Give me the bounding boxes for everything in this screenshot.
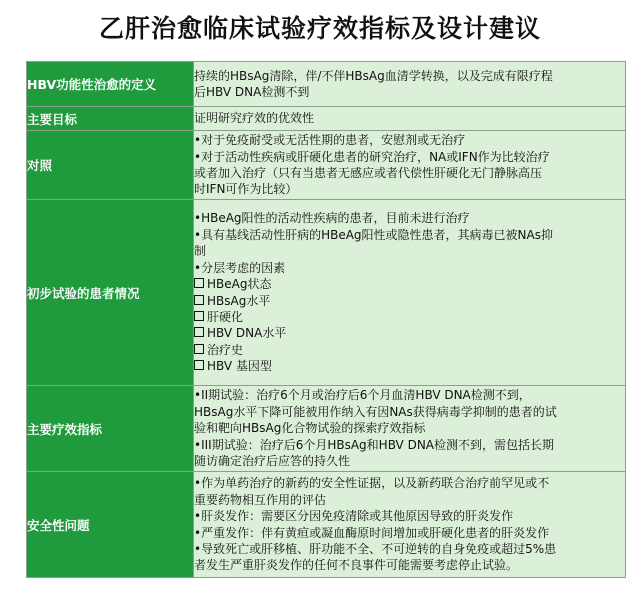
text-line: 制 (194, 244, 207, 259)
text-line: 时IFN可作为比较） (194, 182, 298, 197)
row-label: 安全性问题 (27, 472, 194, 578)
text-line: •对于免疫耐受或无活性期的患者，安慰剂或无治疗 (194, 133, 466, 148)
row-label: 初步试验的患者情况 (27, 200, 194, 386)
text-line: 者发生严重肝炎发作的任何不良事件可能需要考虑停止试验。 (194, 558, 519, 573)
text-line: 证明研究疗效的优效性 (194, 111, 315, 126)
text-line: •HBeAg阳性的活动性疾病的患者，目前未进行治疗 (194, 211, 470, 226)
text-line: •肝炎发作：需要区分因免疫清除或其他原因导致的肝炎发作 (194, 509, 514, 524)
table-row (27, 386, 626, 472)
text-line: •对于活动性疾病或肝硬化患者的研究治疗，NA或IFN作为比较治疗 (194, 149, 550, 164)
checklist-item (194, 342, 625, 358)
checkbox-square-icon (194, 327, 204, 337)
table-row (27, 131, 626, 200)
text-line: 随访确定治疗后应答的持久性 (194, 454, 351, 469)
checkbox-square-icon (194, 278, 204, 288)
text-line: 重要药物相互作用的评估 (194, 492, 327, 507)
checkbox-square-icon (194, 311, 204, 321)
checklist-label: HBV DNA水平 (207, 326, 287, 341)
checkbox-square-icon (194, 344, 204, 354)
checklist-label: 治疗史 (207, 342, 244, 357)
table-row (27, 62, 626, 107)
row-label: 主要目标 (27, 107, 194, 131)
row-label: 主要疗效指标 (27, 386, 194, 472)
row-value (194, 472, 626, 578)
row-value (194, 131, 626, 200)
checklist-label: 肝硬化 (207, 309, 244, 324)
text-line: HBsAg水平下降可能被用作纳入有因NAs获得病毒学抑制的患者的试 (194, 404, 557, 419)
checklist-item (194, 325, 625, 341)
text-line: 持续的HBsAg清除，伴/不伴HBsAg血清学转换，以及完成有限疗程 (194, 68, 553, 83)
table-row (27, 472, 626, 578)
row-value (194, 386, 626, 472)
checklist-item (194, 293, 625, 309)
checklist-item (194, 309, 625, 325)
row-label: HBV功能性治愈的定义 (27, 62, 194, 107)
table-row (27, 107, 626, 131)
text-line: •分层考虑的因素 (194, 260, 286, 275)
row-label: 对照 (27, 131, 194, 200)
text-line: 验和靶向HBsAg化合物试验的探索疗效指标 (194, 421, 426, 436)
row-value (194, 200, 626, 386)
text-line: •III期试验：治疗后6个月HBsAg和HBV DNA检测不到，需包括长期 (194, 437, 555, 452)
checkbox-square-icon (194, 295, 204, 305)
text-line: •具有基线活动性肝病的HBeAg阳性或隐性患者，其病毒已被NAs抑 (194, 227, 553, 242)
text-line: •II期试验：治疗6个月或治疗后6个月血清HBV DNA检测不到， (194, 388, 531, 403)
text-line: 后HBV DNA检测不到 (194, 85, 310, 99)
checkbox-square-icon (194, 360, 204, 370)
row-value (194, 62, 626, 107)
text-line: •作为单药治疗的新药的安全性证据，以及新药联合治疗前罕见或不 (194, 476, 550, 491)
text-line: 或者加入治疗（只有当患者无感应或者代偿性肝硬化无门静脉高压 (194, 166, 543, 180)
checklist-item (194, 276, 625, 292)
text-line: •严重发作：伴有黄疸或凝血酶原时间增加或肝硬化患者的肝炎发作 (194, 525, 550, 540)
row-value (194, 107, 626, 131)
page-title: 乙肝治愈临床试验疗效指标及设计建议 (98, 14, 541, 43)
text-line: •导致死亡或肝移植、肝功能不全、不可逆转的自身免疫或超过5%患 (194, 541, 557, 556)
checklist-label: HBV 基因型 (207, 359, 272, 374)
checklist-item (194, 358, 625, 374)
indicator-table (26, 61, 626, 578)
table-row (27, 200, 626, 386)
checklist-label: HBeAg状态 (207, 277, 272, 292)
checklist-label: HBsAg水平 (207, 293, 271, 308)
